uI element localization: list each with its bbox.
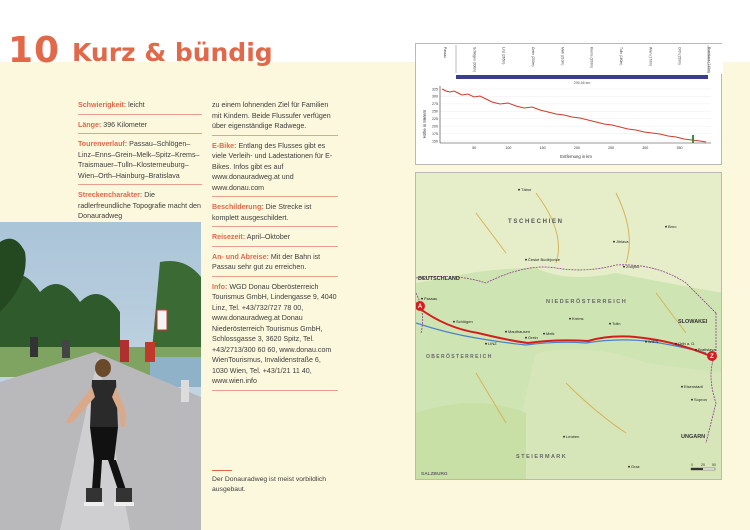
route-map — [415, 172, 722, 480]
profile-scale-bar — [456, 75, 708, 79]
profile-x-tick: 300 — [642, 146, 649, 150]
map-town-label: Znojmo — [626, 264, 640, 269]
map-town-label: Sopron — [694, 397, 707, 402]
profile-place-label: Krems (200m) — [589, 47, 594, 68]
fact-anreise: An- und Abreise: Mit der Bahn ist Passau sehr gut zu erreichen. — [212, 252, 338, 277]
map-town-label: Bratislava — [698, 347, 716, 352]
profile-place-label: Linz (265m) — [501, 47, 506, 65]
map-town-label: Passau — [424, 296, 438, 301]
fact-tourenverlauf: Tourenverlauf: Passau–Schlögen–Linz–Enns–Grein–Melk–Spitz–Krems–Traismauer–Tulln–Klosterneuburg–Wien–Orth–Hainburg–Bratislava — [78, 139, 202, 185]
svg-text:Z: Z — [710, 354, 714, 360]
map-label-slowakei: SLOWAKEI — [678, 319, 708, 325]
map-town-dot — [681, 386, 683, 388]
map-label-tschechien: T S C H E C H I E N — [508, 219, 563, 225]
profile-x-tick: 50 — [472, 146, 477, 150]
profile-y-tick: 175 — [432, 131, 438, 136]
elevation-line — [442, 89, 706, 142]
map-town-label: Orth a. D. — [678, 341, 696, 346]
fact-ebike: E-Bike: Entlang des Flusses gibt es viele Verleih- und Ladestationen für E-Bikes. Infos gibt es auf www.donauradweg.at und www.donau.com — [212, 141, 338, 198]
profile-y-tick: 200 — [432, 124, 438, 129]
map-town-dot — [675, 343, 677, 345]
profile-place-label: Passau — [443, 47, 447, 58]
facts-column-2 — [212, 100, 338, 396]
chapter-number: 10 — [8, 30, 61, 71]
map-town-label: Schlögen — [456, 319, 473, 324]
profile-x-label: Entfernung in km — [560, 154, 592, 159]
profile-scale-label: 295,46 km — [573, 81, 591, 85]
map-label-steiermark: S T E I E R M A R K — [516, 454, 566, 460]
caption-rule — [212, 470, 232, 471]
profile-place-label: Tulln (180m) — [619, 47, 623, 66]
map-town-dot — [665, 226, 667, 228]
map-town-label: České Budějovice — [528, 257, 561, 262]
map-town-dot — [695, 349, 697, 351]
map-label-salzburg: SALZBURG — [421, 472, 448, 477]
map-town-label: Eisenstadt — [684, 384, 703, 389]
map-town-label: Mauthausen — [508, 329, 531, 334]
profile-y-tick: 150 — [432, 139, 438, 144]
map-town-dot — [453, 321, 455, 323]
map-town-dot — [525, 259, 527, 261]
map-town-label: Tulln — [612, 321, 621, 326]
svg-text:25: 25 — [701, 463, 705, 467]
map-town-label: Melk — [546, 331, 555, 336]
profile-y-ticks — [432, 87, 711, 143]
profile-place-label: Schlögen (300m) — [472, 47, 477, 73]
map-town-dot — [543, 333, 545, 335]
profile-x-tick: 350 — [676, 146, 683, 150]
map-label-ungarn: UNGARN — [681, 434, 706, 440]
map-town-dot — [609, 323, 611, 325]
fact-beschilderung: Beschilderung: Die Strecke ist komplett ausgeschildert. — [212, 202, 338, 227]
fact-info: Info: WGD Donau Oberösterreich Tourismus GmbH, Lindengasse 9, 4040 Linz, Tel. +43/732/727 78 00, www.donauradweg.at Donau Niederösterreich Tourismus GmbH, Schlossgasse 3, 3620 Spitz, Tel. +43/2713/300 60 60, www.donau.com WienTourismus, Invalidenstraße 6, 1030 Wien, Tel. +43/1/21 11 40, www.wien.info — [212, 282, 338, 391]
profile-y-tick: 300 — [432, 94, 438, 99]
map-town-label: Brno — [668, 224, 677, 229]
map-town-label: LINZ — [488, 341, 497, 346]
map-town-label: Grein — [528, 335, 538, 340]
map-town-dot — [525, 337, 527, 339]
profile-place-label: Orth (150m) — [677, 47, 682, 65]
map-town-label: WIEN — [648, 339, 659, 344]
profile-place-label: Melk (210m) — [560, 47, 565, 66]
map-town-dot — [628, 466, 630, 468]
map-town-label: Leoben — [566, 434, 580, 439]
map-town-dot — [569, 318, 571, 320]
map-label-oberoesterreich: O B E R Ö S T E R R E I C H — [426, 354, 492, 360]
svg-text:A: A — [417, 304, 423, 310]
fact-streckencharakter: Streckencharakter: Die radlerfreundliche Topografie macht den Donauradweg — [78, 191, 201, 220]
photo-caption: Der Donauradweg ist meist vorbildlich ausgebaut. — [212, 476, 327, 493]
map-town-dot — [563, 436, 565, 438]
map-town-dot — [613, 241, 615, 243]
fact-laenge: Länge: 396 Kilometer — [78, 120, 202, 135]
facts-column-1 — [78, 100, 202, 230]
svg-text:0: 0 — [691, 463, 693, 467]
profile-x-ticks — [472, 146, 682, 150]
profile-x-tick: 150 — [539, 146, 546, 150]
map-town-dot — [623, 266, 625, 268]
profile-x-tick: 200 — [573, 146, 580, 150]
map-town-label: Jihlava — [616, 239, 629, 244]
profile-place-label: Bratislava (140m) — [707, 47, 711, 73]
profile-y-tick: 325 — [432, 87, 438, 92]
map-town-dot — [518, 189, 520, 191]
fact-schwierigkeit: Schwierigkeit: leicht — [78, 100, 202, 115]
map-town-dot — [485, 343, 487, 345]
profile-place-label: Wien (170m) — [648, 47, 653, 66]
profile-y-tick: 250 — [432, 109, 438, 114]
map-town-dot — [505, 331, 507, 333]
profile-y-tick: 225 — [432, 117, 438, 122]
map-label-deutschland: DEUTSCHLAND — [418, 276, 460, 282]
map-town-label: Graz — [631, 464, 640, 469]
profile-x-tick: 100 — [505, 146, 512, 150]
map-town-dot — [691, 399, 693, 401]
fact-streckencharakter-cont: zu einem lohnenden Ziel für Familien mit Kindern. Beide Flussufer verfügen über eigenständige Radwege. — [212, 100, 338, 136]
elevation-profile — [415, 43, 722, 165]
map-town-dot — [645, 341, 647, 343]
map-town-label: Krems — [572, 316, 584, 321]
map-label-niederoesterreich: N I E D E R Ö S T E R R E I C H — [546, 299, 626, 305]
profile-y-tick: 275 — [432, 102, 438, 107]
profile-place-label: Grein (230m) — [531, 47, 535, 67]
photo-inline-skater — [0, 222, 201, 530]
profile-x-tick: 250 — [608, 146, 615, 150]
svg-text:50: 50 — [712, 463, 716, 467]
profile-y-label: Höhe in Metern — [422, 109, 427, 139]
map-town-label: Tábor — [521, 187, 532, 192]
chapter-title: Kurz & bündig — [72, 38, 273, 67]
map-town-dot — [421, 298, 423, 300]
fact-reisezeit: Reisezeit: April–Oktober — [212, 232, 338, 247]
